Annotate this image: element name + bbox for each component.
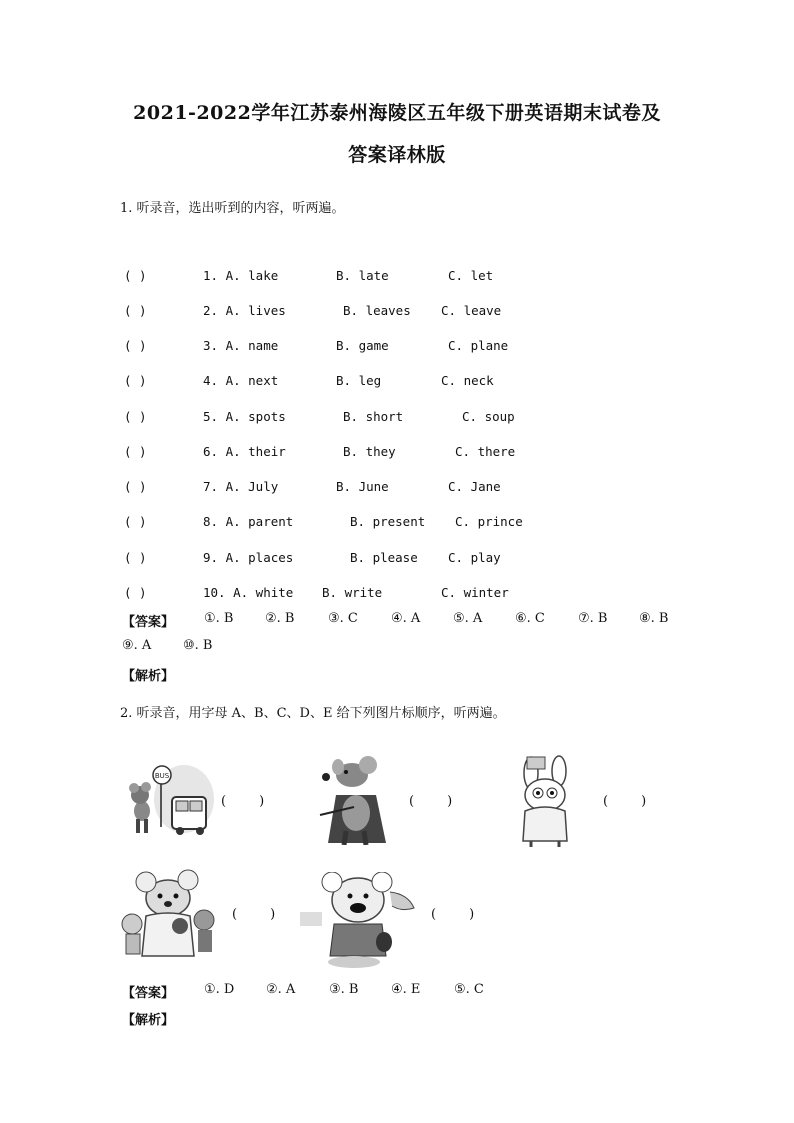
option-b: B. present bbox=[350, 514, 426, 529]
answer-blank[interactable]: ( ) bbox=[232, 907, 276, 922]
option-b: B. they bbox=[343, 444, 396, 459]
answer-item: ⑨. A bbox=[122, 638, 152, 653]
answer-item: ⑧. B bbox=[639, 611, 669, 626]
answer-item: ⑥. C bbox=[515, 611, 545, 626]
option-a: 8. A. parent bbox=[203, 514, 294, 529]
answer-item: ②. A bbox=[266, 982, 296, 997]
question-1-heading: 1. 听录音，选出听到的内容，听两遍。 bbox=[120, 201, 345, 216]
answer-item: ⑩. B bbox=[183, 638, 213, 653]
q1-row-10 bbox=[124, 585, 509, 605]
answer-blank[interactable]: ( ) bbox=[431, 907, 475, 922]
answer-item: ③. B bbox=[329, 982, 359, 997]
bus-sign-text: BUS bbox=[154, 772, 170, 780]
option-c: C. Jane bbox=[448, 479, 501, 494]
answer-item: ④. E bbox=[391, 982, 421, 997]
option-c: C. prince bbox=[455, 514, 523, 529]
mouse-family-image bbox=[118, 868, 226, 960]
option-a: 1. A. lake bbox=[203, 268, 279, 283]
answer-item: ⑤. C bbox=[454, 982, 484, 997]
option-b: B. write bbox=[322, 585, 383, 600]
option-c: C. leave bbox=[441, 303, 502, 318]
q1-row-2 bbox=[124, 303, 502, 323]
analysis-label: 【解析】 bbox=[122, 669, 175, 684]
option-b: B. short bbox=[343, 409, 404, 424]
q1-row-5 bbox=[124, 409, 515, 429]
option-b: B. late bbox=[336, 268, 389, 283]
q1-row-9 bbox=[124, 550, 501, 570]
option-a: 7. A. July bbox=[203, 479, 279, 494]
answer-item: ⑦. B bbox=[578, 611, 608, 626]
answer-blank[interactable]: ( ) bbox=[124, 514, 147, 529]
page-title-line1: 2021-2022学年江苏泰州海陵区五年级下册英语期末试卷及 bbox=[133, 102, 661, 124]
answer-blank[interactable]: ( ) bbox=[124, 409, 147, 424]
option-c: C. neck bbox=[441, 373, 494, 388]
option-b: B. please bbox=[350, 550, 418, 565]
answer-item: ①. D bbox=[204, 982, 235, 997]
page-title-line2: 答案译林版 bbox=[348, 144, 446, 166]
question-2-heading: 2. 听录音，用字母 A、B、C、D、E 给下列图片标顺序，听两遍。 bbox=[120, 706, 506, 721]
option-a: 2. A. lives bbox=[203, 303, 286, 318]
option-c: C. winter bbox=[441, 585, 509, 600]
caped-mouse-image bbox=[316, 755, 394, 845]
option-a: 9. A. places bbox=[203, 550, 294, 565]
answer-blank[interactable]: ( ) bbox=[124, 585, 147, 600]
option-a: 4. A. next bbox=[203, 373, 279, 388]
option-a: 10. A. white bbox=[203, 585, 294, 600]
answer-blank[interactable]: ( ) bbox=[124, 550, 147, 565]
answer-blank[interactable]: ( ) bbox=[409, 794, 453, 809]
answer-blank[interactable]: ( ) bbox=[221, 794, 265, 809]
option-b: B. leg bbox=[336, 373, 382, 388]
answer-item: ③. C bbox=[328, 611, 358, 626]
answer-item: ②. B bbox=[265, 611, 295, 626]
q1-row-3 bbox=[124, 338, 509, 358]
option-c: C. plane bbox=[448, 338, 509, 353]
option-c: C. let bbox=[448, 268, 494, 283]
answer-blank[interactable]: ( ) bbox=[124, 303, 147, 318]
answer-blank[interactable]: ( ) bbox=[124, 444, 147, 459]
analysis-label: 【解析】 bbox=[122, 1013, 175, 1028]
answer-label: 【答案】 bbox=[122, 615, 175, 630]
option-c: C. there bbox=[455, 444, 516, 459]
answer-blank[interactable]: ( ) bbox=[124, 268, 147, 283]
option-c: C. play bbox=[448, 550, 501, 565]
answer-item: ⑤. A bbox=[453, 611, 483, 626]
option-a: 5. A. spots bbox=[203, 409, 286, 424]
option-b: B. June bbox=[336, 479, 389, 494]
rabbit-image bbox=[505, 755, 583, 847]
option-c: C. soup bbox=[462, 409, 515, 424]
option-b: B. leaves bbox=[343, 303, 411, 318]
answer-blank[interactable]: ( ) bbox=[124, 338, 147, 353]
answer-item: ④. A bbox=[391, 611, 421, 626]
answer-label: 【答案】 bbox=[122, 986, 175, 1001]
bus-stop-mouse-image bbox=[122, 763, 217, 841]
q1-row-1 bbox=[124, 268, 494, 288]
mouse-fan-image bbox=[298, 872, 418, 968]
answer-blank[interactable]: ( ) bbox=[124, 373, 147, 388]
answer-item: ①. B bbox=[204, 611, 234, 626]
q1-row-6 bbox=[124, 444, 516, 464]
answer-blank[interactable]: ( ) bbox=[603, 794, 647, 809]
answer-blank[interactable]: ( ) bbox=[124, 479, 147, 494]
q1-row-7 bbox=[124, 479, 501, 499]
q1-row-8 bbox=[124, 514, 523, 534]
option-a: 6. A. their bbox=[203, 444, 286, 459]
option-a: 3. A. name bbox=[203, 338, 279, 353]
q1-row-4 bbox=[124, 373, 494, 393]
option-b: B. game bbox=[336, 338, 389, 353]
